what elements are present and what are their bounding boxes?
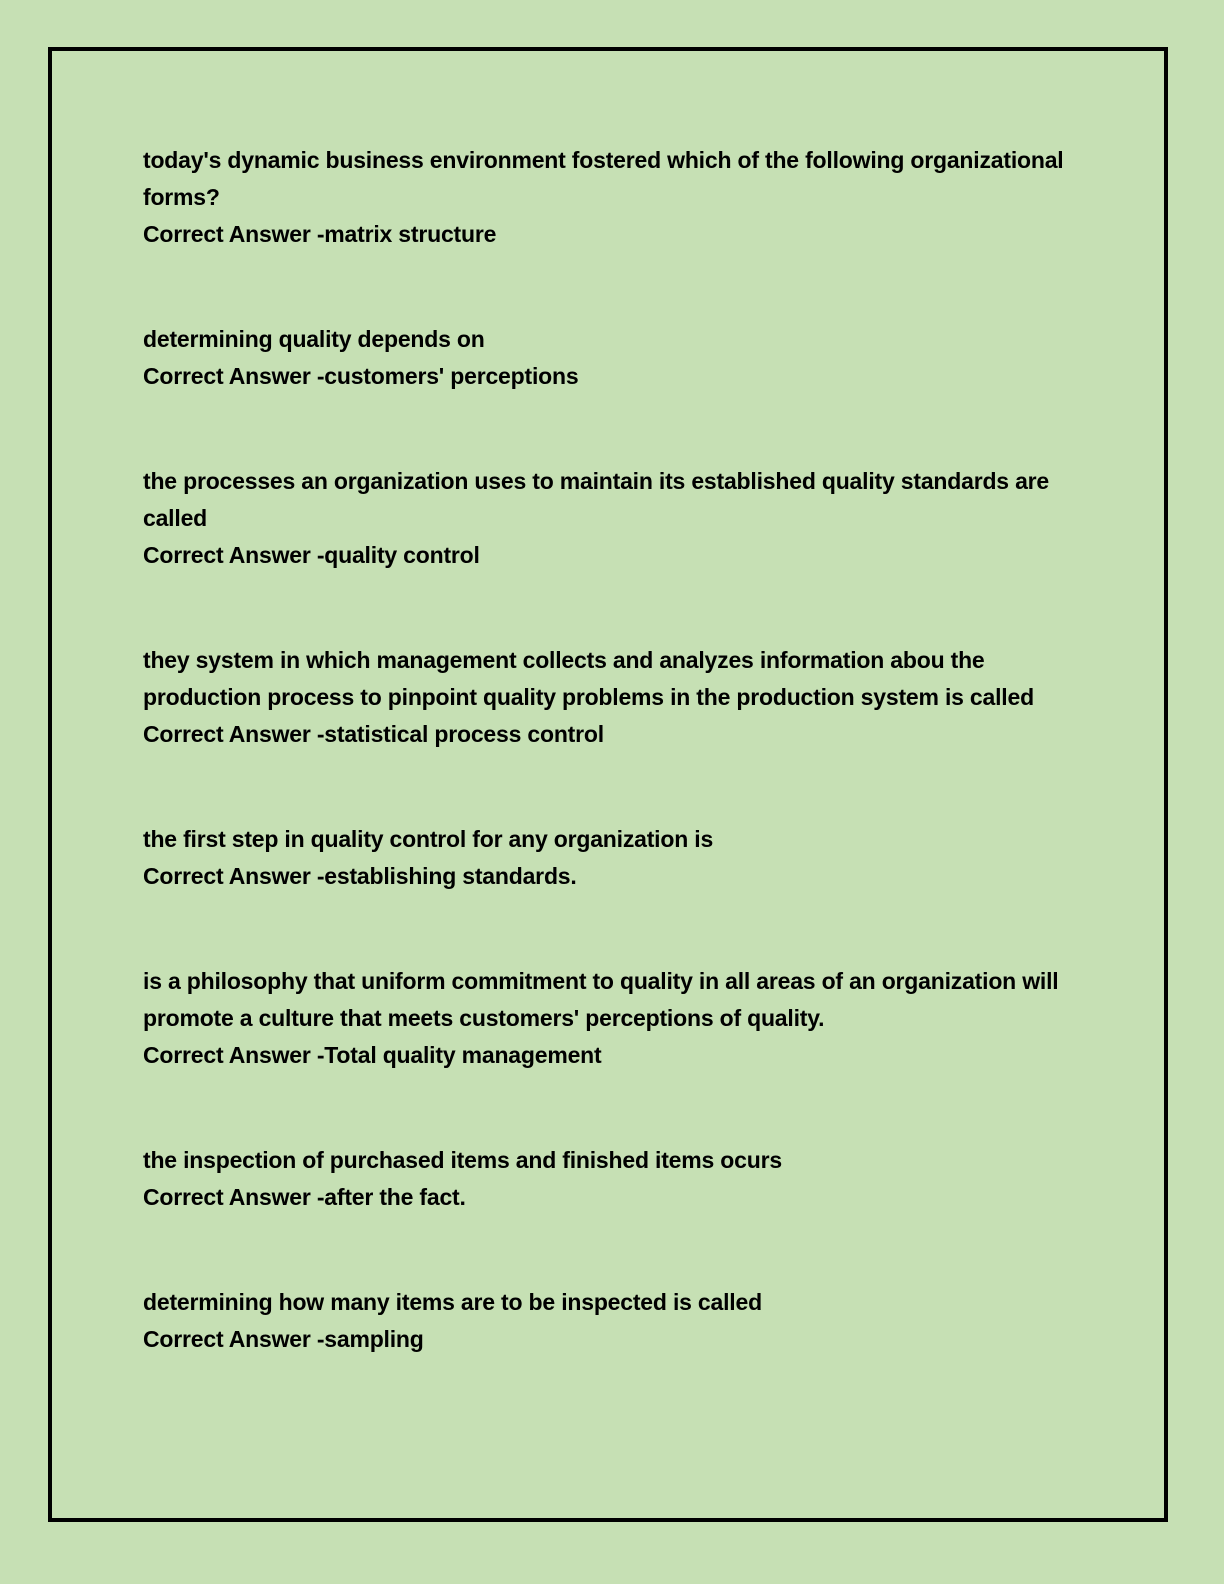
answer-text: Correct Answer -customers' perceptions (143, 363, 579, 389)
question-text: the inspection of purchased items and finished items ocurs (143, 1147, 782, 1173)
qa-item (143, 963, 1103, 1074)
question-text: they system in which management collects and analyzes information abou the production process to pinpoint quality problems in the production system is called (143, 647, 1034, 710)
answer-text: Correct Answer -Total quality management (143, 1042, 602, 1068)
answer-text: Correct Answer -after the fact. (143, 1184, 466, 1210)
answer-text: Correct Answer -matrix structure (143, 221, 497, 247)
qa-item (143, 1142, 1103, 1216)
question-text: the processes an organization uses to maintain its established quality standards are called (143, 468, 1050, 531)
answer-text: Correct Answer -sampling (143, 1326, 424, 1352)
answer-text: Correct Answer -statistical process control (143, 721, 604, 747)
answer-text: Correct Answer -establishing standards. (143, 863, 577, 889)
question-list (143, 142, 1103, 1426)
question-text: determining quality depends on (143, 326, 485, 352)
qa-item (143, 1284, 1103, 1358)
question-text: today's dynamic business environment fostered which of the following organizational forms? (143, 147, 1064, 210)
qa-item (143, 821, 1103, 895)
question-text: the first step in quality control for any organization is (143, 826, 714, 852)
qa-item (143, 463, 1103, 574)
qa-item (143, 321, 1103, 395)
answer-text: Correct Answer -quality control (143, 542, 480, 568)
qa-item (143, 142, 1103, 253)
question-text: determining how many items are to be inspected is called (143, 1289, 762, 1315)
question-text: is a philosophy that uniform commitment to quality in all areas of an organization will promote a culture that meets customers' perceptions of quality. (143, 968, 1059, 1031)
qa-item (143, 642, 1103, 753)
